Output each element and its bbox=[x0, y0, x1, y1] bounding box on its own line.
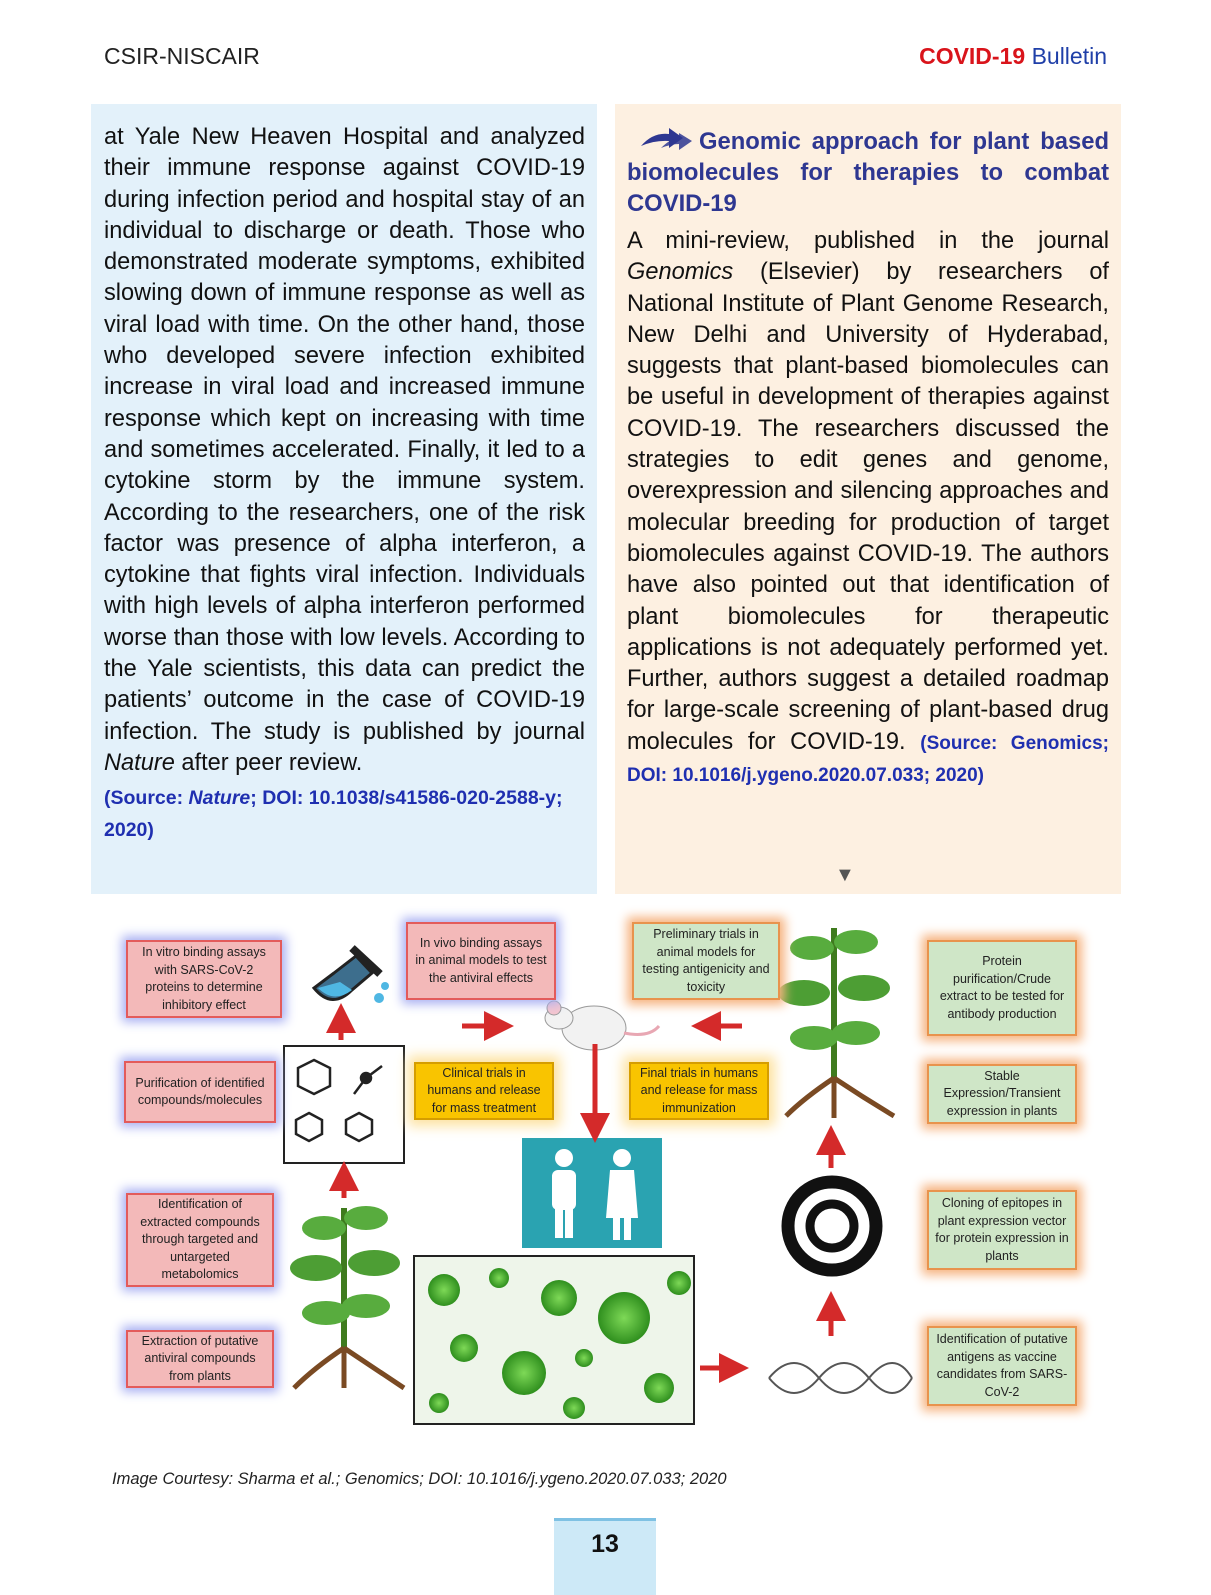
article-title bbox=[627, 126, 1109, 219]
box-purification: Purification of identified compounds/molecules bbox=[124, 1061, 276, 1123]
right-article-body bbox=[627, 226, 1109, 791]
box-identification-antigens: Identification of putative antigens as vaccine candidates from SARS-CoV-2 bbox=[927, 1326, 1077, 1406]
plant-right-icon bbox=[778, 928, 894, 1118]
article-title-text: Genomic approach for plant based biomolecules for therapies to combat COVID-19 bbox=[627, 128, 1109, 217]
header-bulletin-label: Bulletin bbox=[1031, 43, 1107, 69]
flask-icon bbox=[314, 948, 389, 1003]
figure-caption: Image Courtesy: Sharma et al.; Genomics; DOI: 10.1016/j.ygeno.2020.07.033; 2020 bbox=[112, 1470, 727, 1488]
left-article-body bbox=[104, 122, 585, 779]
left-column-article bbox=[91, 104, 597, 894]
box-identification-extracted: Identification of extracted compounds through targeted and untargeted metabolomics bbox=[126, 1193, 274, 1287]
right-source-citation: (Source: Genomics; DOI: 10.1016/j.ygeno.2020.07.033; 2020) bbox=[627, 732, 1109, 786]
box-preliminary-trials: Preliminary trials in animal models for testing antigenicity and toxicity bbox=[632, 922, 780, 1000]
molecules-panel bbox=[284, 1046, 404, 1163]
header-publisher: CSIR-NISCAIR bbox=[104, 43, 260, 69]
left-body-text-end: after peer review. bbox=[181, 749, 363, 776]
left-source-citation bbox=[104, 782, 585, 846]
left-source-doi: ; DOI: 10.1038/s41586-020-2588-y; 2020) bbox=[104, 787, 563, 842]
header-covid-label: COVID-19 bbox=[919, 43, 1026, 69]
mouse-icon bbox=[545, 1001, 659, 1050]
box-protein-purification: Protein purification/Crude extract to be tested for antibody production bbox=[927, 940, 1077, 1036]
left-source-journal: Nature bbox=[188, 787, 251, 810]
box-extraction: Extraction of putative antiviral compounds from plants bbox=[126, 1330, 274, 1388]
plasmid-icon bbox=[788, 1182, 876, 1270]
box-in-vitro: In vitro binding assays with SARS-CoV-2 proteins to determine inhibitory effect bbox=[126, 940, 282, 1018]
right-body-journal: Genomics bbox=[627, 259, 734, 286]
humans-panel bbox=[522, 1138, 662, 1248]
header-bulletin-title bbox=[919, 43, 1107, 70]
left-body-journal: Nature bbox=[104, 749, 175, 776]
page-number: 13 bbox=[554, 1518, 656, 1595]
left-body-text: at Yale New Heaven Hospital and analyzed their immune response against COVID-19 during infection period and hospital stay of an individual to discharge or death. Those who demonstrated moderate symptoms, exhibited slowing down of immune response as well as viral load with time. On the other hand, those who developed severe infection exhibited increase in viral load and increased immune response which kept on increasing with time and sometimes accelerated. Finally, it led to a cytokine storm by the immune system. According to the researchers, one of the risk factor was presence of alpha interferon, a cytokine that fights viral infection. Individuals with high levels of alpha interferon performed worse than those with low levels. According to the Yale scientists, this data can predict the patients’ outcome in the case of COVID-19 infection. The study is published by journal bbox=[104, 124, 585, 745]
box-in-vivo: In vivo binding assays in animal models to test the antiviral effects bbox=[406, 922, 556, 1000]
right-body-text: (Elsevier) by researchers of National Institute of Plant Genome Research, New Delhi and University of Hyderabad, suggests that plant-based biomolecules can be useful in development of therapies against COVID-19. The researchers discussed the strategies to edit genes and genome, overexpression and silencing approaches and molecular breeding for production of target biomolecules against COVID-19. The authors have also pointed out that identification of plant biomolecules for therapeutic applications is not adequately performed yet. Further, authors suggest a detailed roadmap for large-scale screening of plant-based drug molecules for COVID-19. bbox=[627, 259, 1109, 755]
double-arrow-icon bbox=[639, 128, 693, 152]
dna-icon bbox=[769, 1363, 912, 1393]
box-cloning: Cloning of epitopes in plant expression vector for protein expression in plants bbox=[927, 1190, 1077, 1270]
box-clinical-trials: Clinical trials in humans and release for mass treatment bbox=[414, 1062, 554, 1120]
roadmap-figure bbox=[104, 918, 1107, 1458]
right-column-article bbox=[615, 104, 1121, 894]
plant-left-icon bbox=[290, 1206, 404, 1388]
box-final-trials: Final trials in humans and release for mass immunization bbox=[629, 1062, 769, 1120]
end-of-article-triangle-icon: ▼ bbox=[835, 864, 855, 886]
right-body-start: A mini-review, published in the journal bbox=[627, 228, 1109, 254]
box-stable-expression: Stable Expression/Transient expression in plants bbox=[927, 1064, 1077, 1124]
left-source-prefix: (Source: bbox=[104, 787, 189, 810]
